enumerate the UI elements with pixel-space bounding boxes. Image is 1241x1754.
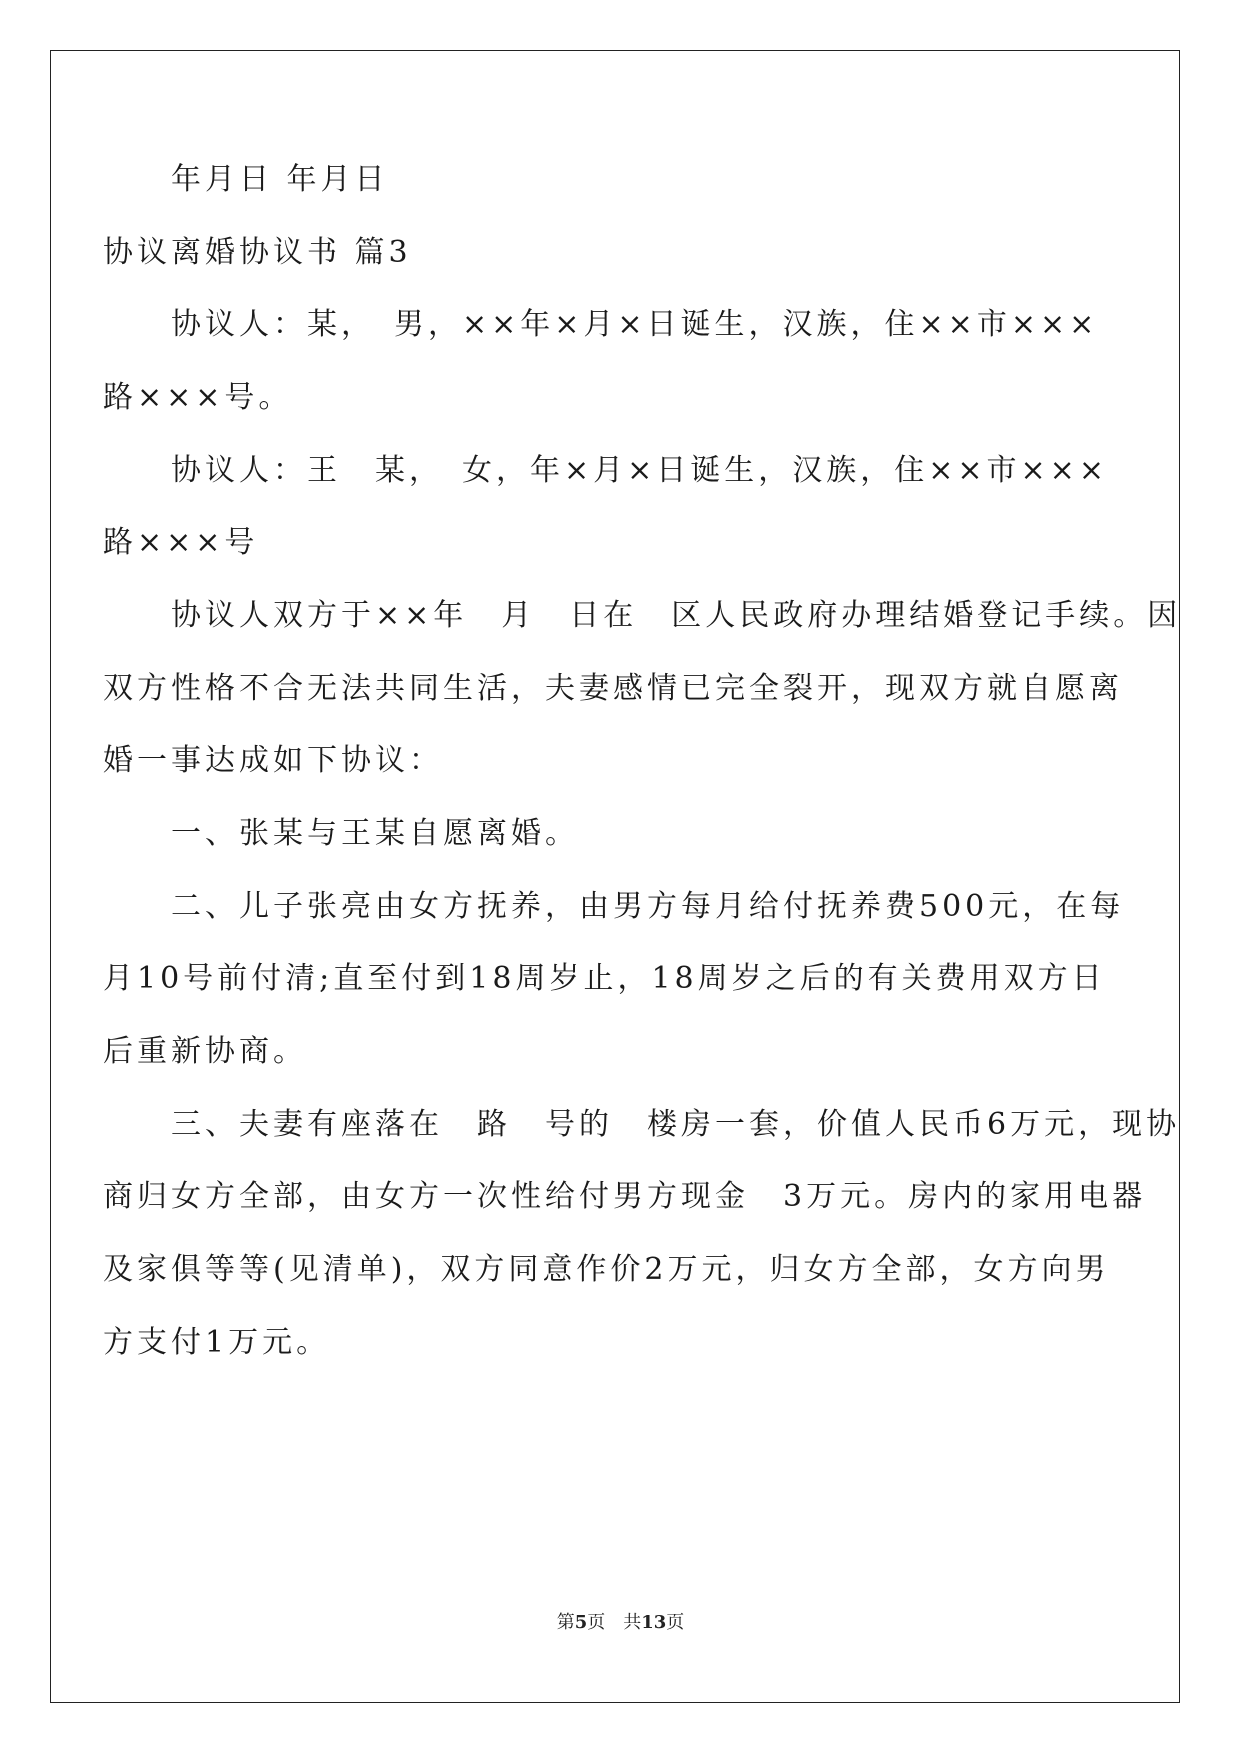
text-line: 路×××号 (103, 525, 259, 560)
text-line: 一、张某与王某自愿离婚。 (103, 816, 579, 851)
section-title: 协议离婚协议书 篇3 (103, 235, 412, 270)
text-line: 月10号前付清;直至付到18周岁止，18周岁之后的有关费用双方日 (103, 961, 1106, 996)
text-line: 双方性格不合无法共同生活，夫妻感情已完全裂开，现双方就自愿离 (103, 671, 1123, 706)
page-border (50, 50, 1180, 1703)
text-line: 协议人双方于××年 月 日在 区人民政府办理结婚登记手续。因 (103, 598, 1182, 633)
text-line: 及家俱等等(见清单)，双方同意作价2万元，归女方全部，女方向男 (103, 1252, 1110, 1287)
text-line: 后重新协商。 (103, 1034, 307, 1069)
current-page-number: 5 (574, 1612, 588, 1633)
page-footer (0, 1612, 1241, 1634)
text-line: 协议人：某， 男，××年×月×日诞生，汉族，住××市××× (103, 307, 1099, 342)
text-line: 路×××号。 (103, 380, 293, 415)
text-line: 年月日 年月日 (103, 162, 389, 197)
text-line: 协议人：王 某， 女，年×月×日诞生，汉族，住××市××× (103, 453, 1108, 488)
footer-prefix: 第 (556, 1612, 575, 1633)
text-line: 二、儿子张亮由女方抚养，由男方每月给付抚养费500元，在每 (103, 889, 1125, 924)
footer-middle: 页 共 (587, 1612, 642, 1633)
text-line: 商归女方全部，由女方一次性给付男方现金 3万元。房内的家用电器 (103, 1179, 1147, 1214)
text-line: 婚一事达成如下协议： (103, 743, 443, 778)
text-line: 方支付1万元。 (103, 1325, 331, 1360)
text-line: 三、夫妻有座落在 路 号的 楼房一套，价值人民币6万元，现协 (103, 1107, 1181, 1142)
total-page-count: 13 (641, 1612, 667, 1633)
footer-suffix: 页 (666, 1612, 685, 1633)
